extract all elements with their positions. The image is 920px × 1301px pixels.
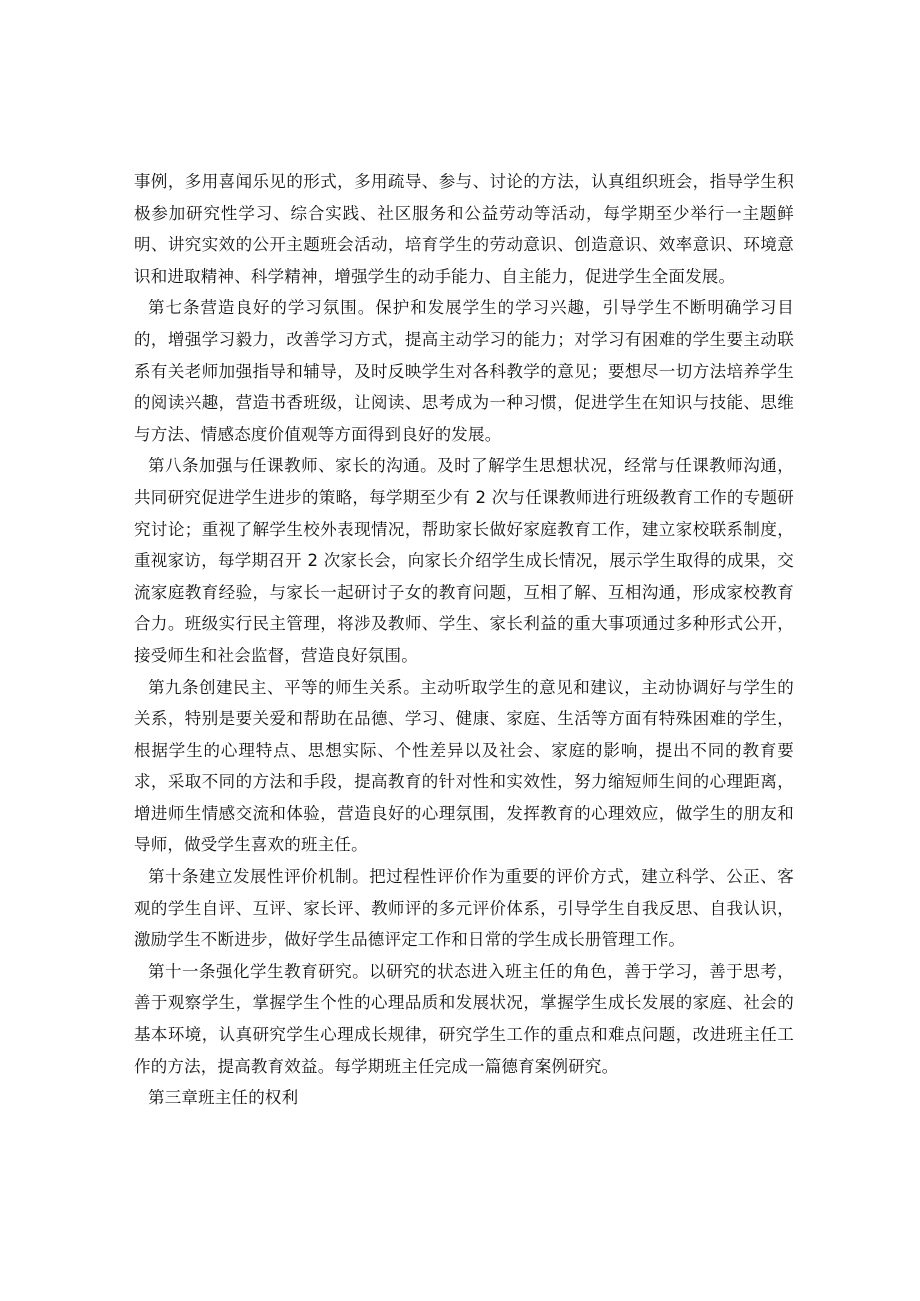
paragraph-article-8: 第八条加强与任课教师、家长的沟通。及时了解学生思想状况，经常与任课教师沟通，共同研究促进学生进步的策略，每学期至少有 2 次与任课教师进行班级教育工作的专题研究讨论；重视了解学生校外表现情况，帮助家长做好家庭教育工作，建立家校联系制度，重视家访，每学期召开 2 次家长会，向家长介绍学生成长情况，展示学生取得的成果，交流家庭教育经验，与家长一起研讨子女的教育问题，互相了解、互相沟通，形成家校教育合力。班级实行民主管理，将涉及教师、学生、家长利益的重大事项通过多种形式公开，接受师生和社会监督，营造良好氛围。 (134, 456, 794, 665)
paragraph-article-10: 第十条建立发展性评价机制。把过程性评价作为重要的评价方式，建立科学、公正、客观的学生自评、互评、家长评、教师评的多元评价体系，引导学生自我反思、自我认识，激励学生不断进步，做好学生品德评定工作和日常的学生成长册管理工作。 (134, 867, 794, 950)
paragraph-article-11: 第十一条强化学生教育研究。以研究的状态进入班主任的角色，善于学习，善于思考，善于观察学生，掌握学生个性的心理品质和发展状况，掌握学生成长发展的家庭、社会的基本环境，认真研究学生心理成长规律，研究学生工作的重点和难点问题，改进班主任工作的方法，提高教育效益。每学期班主任完成一篇德育案例研究。 (134, 961, 794, 1076)
paragraph-article-7: 第七条营造良好的学习氛围。保护和发展学生的学习兴趣，引导学生不断明确学习目的，增强学习毅力，改善学习方式，提高主动学习的能力；对学习有困难的学生要主动联系有关老师加强指导和辅导，及时反映学生对各科教学的意见；要想尽一切方法培养学生的阅读兴趣，营造书香班级，让阅读、思考成为一种习惯，促进学生在知识与技能、思维与方法、情感态度价值观等方面得到良好的发展。 (134, 298, 794, 444)
paragraph-continuation: 事例，多用喜闻乐见的形式，多用疏导、参与、讨论的方法，认真组织班会，指导学生积极参加研究性学习、综合实践、社区服务和公益劳动等活动，每学期至少举行一主题鲜明、讲究实效的公开主题班会活动，培育学生的劳动意识、创造意识、效率意识、环境意识和进取精神、科学精神，增强学生的动手能力、自主能力，促进学生全面发展。 (134, 172, 794, 286)
paragraph-article-9: 第九条创建民主、平等的师生关系。主动听取学生的意见和建议，主动协调好与学生的关系，特别是要关爱和帮助在品德、学习、健康、家庭、生活等方面有特殊困难的学生，根据学生的心理特点、思想实际、个性差异以及社会、家庭的影响，提出不同的教育要求，采取不同的方法和手段，提高教育的针对性和实效性，努力缩短师生间的心理距离，增进师生情感交流和体验，营造良好的心理氛围，发挥教育的心理效应，做学生的朋友和导师，做受学生喜欢的班主任。 (134, 677, 794, 855)
chapter-heading: 第三章班主任的权利 (148, 1088, 299, 1108)
document-body (134, 166, 794, 1114)
